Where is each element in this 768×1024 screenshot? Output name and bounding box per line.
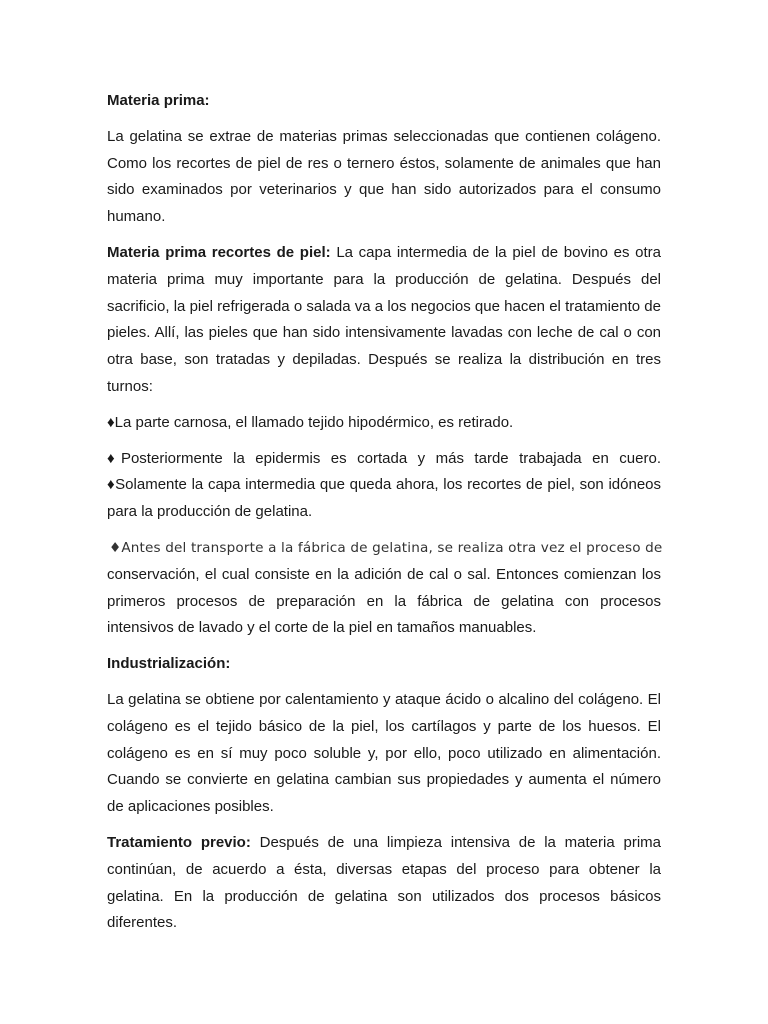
bullet-group-epidermis [107,446,661,526]
text-tratamiento-previo: Después de una limpieza intensiva de la materia prima continúan, de acuerdo a ésta, diversas etapas del proceso para obtener la gelatina. En la producción de gelatina son utilizados dos procesos básicos diferentes. [107,833,661,932]
paragraph-industrializacion: La gelatina se obtiene por calentamiento y ataque ácido o alcalino del colágeno. El colágeno es el tejido básico de la piel, los cartílagos y parte de los huesos. El colágeno es en sí muy poco soluble y, por ello, poco utilizado en alimentación. Cuando se convierte en gelatina cambian sus propiedades y aumenta el número de aplicaciones posibles. [107,690,661,816]
paragraph-materia-prima: La gelatina se extrae de materias primas seleccionadas que contienen colágeno. Como los recortes de piel de res o ternero éstos, solamente de animales que han sido examinados por veterinarios y que han sido autorizados para el consumo humano. [107,127,661,226]
bullet-capa-intermedia: ♦Solamente la capa intermedia que queda ahora, los recortes de piel, son idóneos para la producción de gelatina. [107,476,661,521]
heading-materia-prima: Materia prima: [107,92,210,109]
document-body [107,88,661,946]
heading-industrializacion: Industrialización: [107,655,231,673]
text-transporte-rest: conservación, el cual consiste en la adición de cal o sal. Entonces comienzan los primeros procesos de preparación en la fábrica de gelatina con procesos intensivos de lavado y el corte de la piel en tamaños manuables. [107,565,661,637]
bullet-epidermis: ♦Posteriormente la epidermis es cortada y más tarde trabajada en cuero. [107,449,661,467]
text-recortes-piel: La capa intermedia de la piel de bovino es otra materia prima muy importante para la producción de gelatina. Después del sacrificio, la piel refrigerada o salada va a los negocios que hacen el tratamiento de pieles. Allí, las pieles que han sido intensivamente lavadas con leche de cal o con otra base, son tratadas y depiladas. Después se realiza la distribución en tres turnos: [107,243,661,395]
bullet-parte-carnosa: ♦La parte carnosa, el llamado tejido hipodérmico, es retirado. [107,413,514,431]
paragraph-recortes-piel [107,240,661,401]
paragraph-transporte [107,535,661,642]
paragraph-tratamiento-previo [107,830,661,937]
lead-recortes-piel: Materia prima recortes de piel: [107,243,331,261]
lead-tratamiento-previo: Tratamiento previo: [107,833,251,851]
bullet-transporte-first-line: ♦Antes del transporte a la fábrica de gelatina, se realiza otra vez el proceso de [109,539,663,556]
